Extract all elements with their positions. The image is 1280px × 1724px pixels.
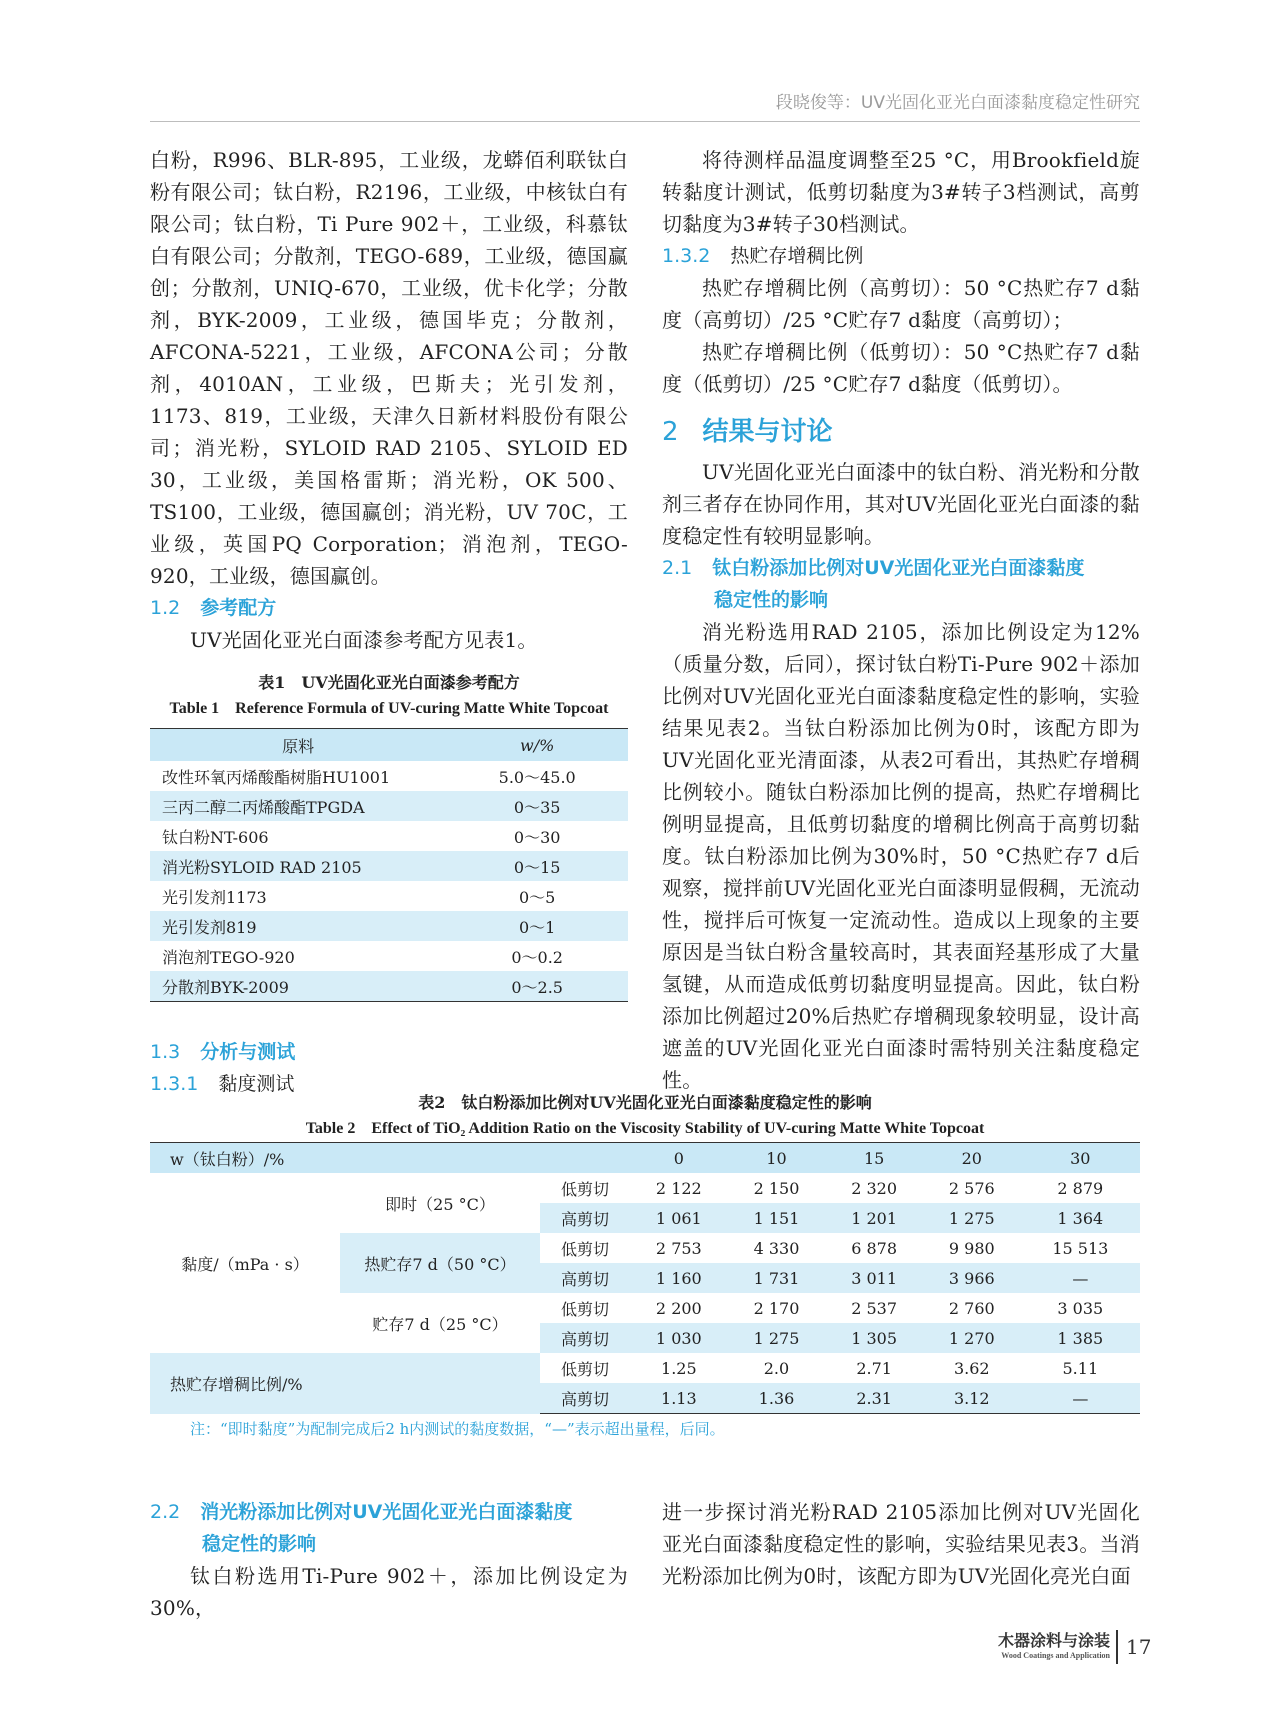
table1-head-w: w/% bbox=[446, 729, 628, 762]
table2-note: 注：“即时黏度”为配制完成后2 h内测试的黏度数据，“—”表示超出量程，后同。 bbox=[190, 1420, 725, 1438]
table-cell: 低剪切 bbox=[560, 1299, 609, 1319]
table-cell: 3.62 bbox=[953, 1358, 990, 1378]
table-cell: 0～0.2 bbox=[511, 947, 563, 967]
table-cell: 2 150 bbox=[753, 1178, 800, 1198]
table-row bbox=[150, 1353, 1140, 1383]
table-cell: 低剪切 bbox=[560, 1179, 609, 1199]
materials-paragraph: 白粉，R996、BLR-895，工业级，龙蟒佰利联钛白粉有限公司；钛白粉，R2196，工业级，中核钛白有限公司；钛白粉，Ti Pure 902＋，工业级，科慕钛白有限公司；分散剂，TEGO-689，工业级，德国赢创；分散剂，UNIQ-670，工业级，优卡化学；分散剂，BYK-2009，工业级，德国毕克；分散剂，AFCONA-5221，工业级，AFCONA公司；分散剂，4010AN，工业级，巴斯夫；光引发剂，1173、819，工业级，天津久日新材料股份有限公司；消光粉，SYLOID RAD 2105、SYLOID ED 30，工业级，美国格雷斯；消光粉，OK 500、TS100，工业级，德国赢创；消光粉，UV 70C，工业级，英国PQ Corporation；消泡剂，TEGO-920，工业级，德国赢创。 bbox=[150, 148, 628, 588]
table-cell: 改性环氧丙烯酸酯树脂HU1001 bbox=[162, 767, 391, 787]
section-number: 1.3.2 bbox=[662, 245, 711, 267]
table-row bbox=[150, 971, 628, 1002]
ratio-high-paragraph: 热贮存增稠比例（高剪切）：50 °C热贮存7 d黏度（高剪切）/25 °C贮存7 d黏度（高剪切）； bbox=[662, 276, 1140, 332]
table-cell: 10 bbox=[728, 1143, 826, 1174]
ratio-low-paragraph: 热贮存增稠比例（低剪切）：50 °C热贮存7 d黏度（低剪切）/25 °C贮存7 d黏度（低剪切）。 bbox=[662, 340, 1140, 396]
journal-title-en: Wood Coatings and Application bbox=[1001, 1651, 1110, 1660]
table2-viscosity-label: 黏度/（mPa · s） bbox=[181, 1254, 309, 1274]
table-cell: 0～30 bbox=[513, 827, 561, 847]
table-cell: 5.11 bbox=[1062, 1358, 1099, 1378]
table-cell: 1 731 bbox=[728, 1263, 826, 1293]
table-cell: 光引发剂819 bbox=[150, 911, 446, 941]
matting-intro-paragraph: 钛白粉选用Ti-Pure 902＋，添加比例设定为30%， bbox=[150, 1564, 628, 1620]
table1-caption-cn: 表1 UV光固化亚光白面漆参考配方 bbox=[258, 673, 520, 692]
right-column bbox=[662, 144, 1140, 1096]
table1 bbox=[150, 728, 628, 1002]
table-cell: 2 576 bbox=[948, 1178, 995, 1198]
table-cell: 1 160 bbox=[630, 1263, 728, 1293]
table-cell: 分散剂BYK-2009 bbox=[150, 971, 446, 1002]
table-cell: 高剪切 bbox=[540, 1383, 630, 1414]
table2-head-label: w（钛白粉）/% bbox=[150, 1143, 630, 1174]
table2-ratio-label: 热贮存增稠比例/% bbox=[150, 1353, 540, 1414]
table2-caption-cn: 表2 钛白粉添加比例对UV光固化亚光白面漆黏度稳定性的影响 bbox=[418, 1093, 872, 1112]
table-row bbox=[150, 761, 628, 791]
bottom-right-column bbox=[662, 1496, 1140, 1592]
section-2-1-heading-cont: 稳定性的影响 bbox=[714, 589, 829, 611]
section-title: 黏度测试 bbox=[218, 1073, 295, 1095]
table-row bbox=[150, 911, 628, 941]
table-cell: 3 011 bbox=[825, 1263, 923, 1293]
journal-logo bbox=[880, 1628, 1110, 1660]
results-intro-paragraph: UV光固化亚光白面漆中的钛白粉、消光粉和分散剂三者存在协同作用，其对UV光固化亚光白面漆的黏度稳定性有较明显影响。 bbox=[662, 460, 1140, 548]
table2-block bbox=[150, 1090, 1140, 1439]
table-cell: 1.36 bbox=[728, 1383, 826, 1414]
tio2-discussion-paragraph: 消光粉选用RAD 2105，添加比例设定为12%（质量分数，后同），探讨钛白粉Ti-Pure 902＋添加比例对UV光固化亚光白面漆黏度稳定性的影响，实验结果见表2。当钛白粉添加比例为0时，该配方即为UV光固化亚光清面漆，从表2可看出，其热贮存增稠比例较小。随钛白粉添加比例的提高，热贮存增稠比例明显提高，且低剪切黏度的增稠比例高于高剪切黏度。钛白粉添加比例为30%时，50 °C热贮存7 d后观察，搅拌前UV光固化亚光白面漆明显假稠，无流动性，搅拌后可恢复一定流动性。造成以上现象的主要原因是当钛白粉含量较高时，其表面羟基形成了大量氢键，从而造成低剪切黏度明显提高。因此，钛白粉添加比例超过20%后热贮存增稠现象较明显，设计高遮盖的UV光固化亚光白面漆时需特别关注黏度稳定性。 bbox=[662, 620, 1140, 1092]
table-row bbox=[150, 881, 628, 911]
running-head: 段晓俊等：UV光固化亚光白面漆黏度稳定性研究 bbox=[150, 88, 1140, 122]
table-cell: 3 035 bbox=[1057, 1298, 1104, 1318]
table-cell: 5.0～45.0 bbox=[498, 767, 576, 787]
table-cell: — bbox=[1021, 1383, 1140, 1414]
table2 bbox=[150, 1142, 1140, 1414]
table-cell: 0 bbox=[630, 1143, 728, 1174]
table1-header-row bbox=[150, 729, 628, 762]
table-cell: 6 878 bbox=[851, 1238, 898, 1258]
table-cell: 1.13 bbox=[630, 1383, 728, 1414]
table-row bbox=[150, 941, 628, 971]
table-cell: 1 305 bbox=[825, 1323, 923, 1353]
table2-cond-hot: 热贮存7 d（50 °C） bbox=[340, 1233, 540, 1293]
table-cell: 3.12 bbox=[923, 1383, 1021, 1414]
table-cell: 1 270 bbox=[923, 1323, 1021, 1353]
table-cell: 1 201 bbox=[825, 1203, 923, 1233]
section-number: 2.1 bbox=[662, 557, 693, 579]
section-number: 1.3 bbox=[150, 1041, 181, 1063]
table-cell: 钛白粉NT-606 bbox=[162, 827, 269, 847]
table-cell: 2 122 bbox=[655, 1178, 702, 1198]
table-cell: 1 275 bbox=[923, 1203, 1021, 1233]
table-cell: 30 bbox=[1021, 1143, 1140, 1174]
table-cell: 15 513 bbox=[1052, 1238, 1109, 1258]
table-cell: 15 bbox=[825, 1143, 923, 1174]
table-cell: 2 760 bbox=[948, 1298, 995, 1318]
table-cell: 低剪切 bbox=[560, 1239, 609, 1259]
table-cell: 1 364 bbox=[1021, 1203, 1140, 1233]
table-cell: 高剪切 bbox=[540, 1263, 630, 1293]
table-cell: — bbox=[1021, 1263, 1140, 1293]
section-2-1-heading bbox=[662, 552, 1140, 584]
section-number: 2.2 bbox=[150, 1501, 181, 1523]
table-cell: 0～35 bbox=[446, 791, 628, 821]
table-cell: 2 320 bbox=[851, 1178, 898, 1198]
table-cell: 消光粉SYLOID RAD 2105 bbox=[150, 851, 446, 881]
table-cell: 1 061 bbox=[630, 1203, 728, 1233]
table-row bbox=[150, 1173, 1140, 1203]
table-cell: 三丙二醇二丙烯酸酯TPGDA bbox=[150, 791, 446, 821]
table-cell: 低剪切 bbox=[560, 1359, 609, 1379]
table-cell: 1 030 bbox=[630, 1323, 728, 1353]
matting-continue-paragraph: 进一步探讨消光粉RAD 2105添加比例对UV光固化亚光白面漆黏度稳定性的影响，实验结果见表3。当消光粉添加比例为0时，该配方即为UV光固化亮光白面 bbox=[662, 1500, 1140, 1588]
table-cell: 1.25 bbox=[661, 1358, 697, 1378]
table-cell: 2.31 bbox=[825, 1383, 923, 1414]
section-1-3-heading bbox=[150, 1036, 628, 1068]
left-column bbox=[150, 144, 628, 1100]
table-cell: 3 966 bbox=[923, 1263, 1021, 1293]
page-number: 17 bbox=[1116, 1630, 1151, 1664]
section-title: 热贮存增稠比例 bbox=[730, 245, 864, 267]
table-row bbox=[150, 851, 628, 881]
viscosity-test-paragraph: 将待测样品温度调整至25 °C，用Brookfield旋转黏度计测试，低剪切黏度为3#转子3档测试，高剪切黏度为3#转子30档测试。 bbox=[662, 148, 1140, 236]
section-title: 分析与测试 bbox=[200, 1041, 296, 1063]
table1-head-material: 原料 bbox=[150, 729, 446, 762]
table-cell: 20 bbox=[923, 1143, 1021, 1174]
section-title: 参考配方 bbox=[200, 597, 277, 619]
table-cell: 9 980 bbox=[948, 1238, 995, 1258]
table2-caption-en: Table 2 Effect of TiO₂ Addition Ratio on the Viscosity Stability of UV-curing Matte White Topcoat bbox=[305, 1120, 985, 1137]
section-title: 钛白粉添加比例对UV光固化亚光白面漆黏度 bbox=[712, 557, 1085, 579]
section-number: 1.2 bbox=[150, 597, 181, 619]
table1-caption-en: Table 1 Reference Formula of UV-curing Matte White Topcoat bbox=[169, 700, 609, 717]
bottom-left-column bbox=[150, 1496, 628, 1624]
table-cell: 高剪切 bbox=[540, 1323, 630, 1353]
table2-cond-immediate: 即时（25 °C） bbox=[385, 1194, 495, 1214]
section-2-2-heading-cont: 稳定性的影响 bbox=[202, 1533, 317, 1555]
table-cell: 2 170 bbox=[753, 1298, 800, 1318]
table-cell: 光引发剂1173 bbox=[162, 887, 267, 907]
table-row bbox=[150, 791, 628, 821]
table-cell: 4 330 bbox=[753, 1238, 800, 1258]
section-2-2-heading bbox=[150, 1496, 628, 1528]
table-cell: 2 537 bbox=[851, 1298, 898, 1318]
table-cell: 1 385 bbox=[1021, 1323, 1140, 1353]
table-cell: 1 151 bbox=[728, 1203, 826, 1233]
table2-header-row bbox=[150, 1143, 1140, 1174]
section-1-3-2-heading bbox=[662, 240, 1140, 272]
table-row bbox=[150, 821, 628, 851]
section-1-2-heading bbox=[150, 592, 628, 624]
formula-paragraph: UV光固化亚光白面漆参考配方见表1。 bbox=[190, 628, 538, 652]
table-cell: 0～5 bbox=[519, 887, 556, 907]
section-2-heading bbox=[662, 412, 1140, 452]
table-cell: 0～15 bbox=[446, 851, 628, 881]
table-cell: 0～2.5 bbox=[446, 971, 628, 1002]
table-cell: 2 753 bbox=[655, 1238, 702, 1258]
table-cell: 2 879 bbox=[1057, 1178, 1104, 1198]
table2-cond-store: 贮存7 d（25 °C） bbox=[372, 1314, 508, 1334]
section-title: 消光粉添加比例对UV光固化亚光白面漆黏度 bbox=[200, 1501, 573, 1523]
table-cell: 1 275 bbox=[728, 1323, 826, 1353]
table-cell: 消泡剂TEGO-920 bbox=[162, 947, 295, 967]
table-cell: 2 200 bbox=[655, 1298, 702, 1318]
table-cell: 高剪切 bbox=[540, 1203, 630, 1233]
section-title: 结果与讨论 bbox=[702, 417, 833, 447]
section-number: 2 bbox=[662, 417, 679, 447]
table-cell: 2.71 bbox=[856, 1358, 892, 1378]
section-number: 1.3.1 bbox=[150, 1073, 199, 1095]
journal-title-cn: 木器涂料与涂装 bbox=[997, 1631, 1110, 1650]
table-cell: 0～1 bbox=[446, 911, 628, 941]
table-cell: 2.0 bbox=[763, 1358, 790, 1378]
